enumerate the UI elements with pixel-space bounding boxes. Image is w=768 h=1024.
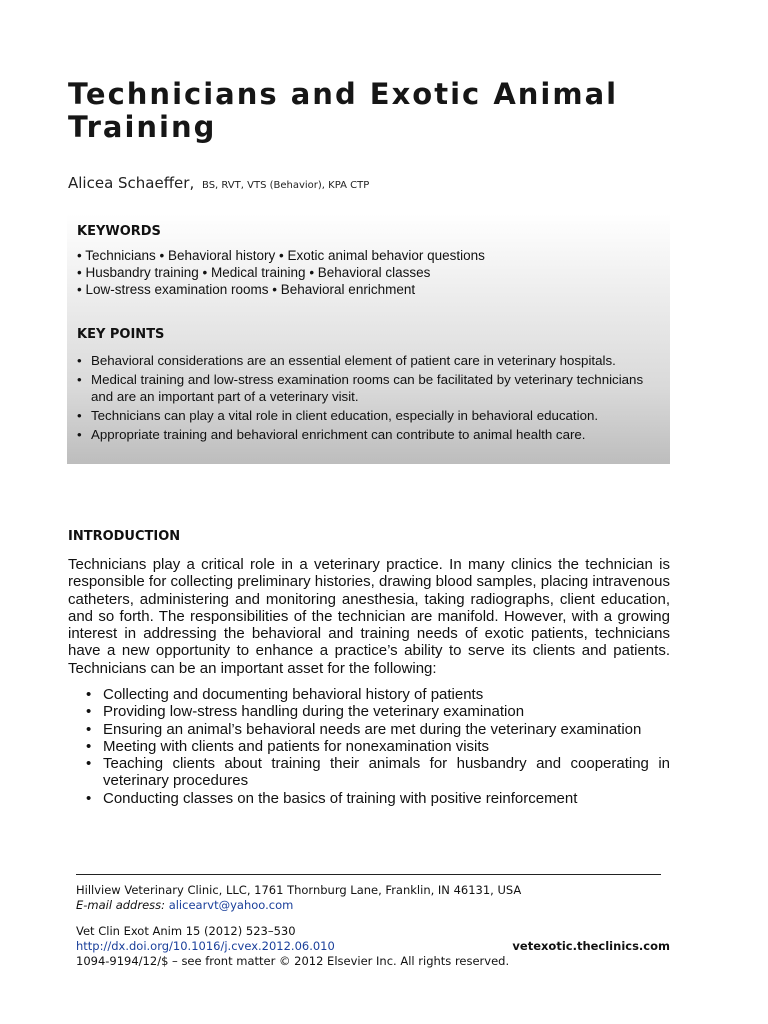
journal-site: vetexotic.theclinics.com [512, 939, 670, 953]
author-name: Alicea Schaeffer, [68, 174, 195, 192]
keywords-line: • Husbandry training • Medical training • Behavioral classes [77, 265, 431, 280]
title-line-2: Training [68, 110, 217, 144]
email-line [76, 898, 293, 912]
key-points-heading: KEY POINTS [77, 327, 165, 342]
footer-divider [76, 874, 661, 875]
keywords-keypoints-box [67, 214, 670, 464]
key-point-item: • Technicians can play a vital role in client education, especially in behavioral education. [77, 408, 662, 424]
copyright: 1094-9194/12/$ – see front matter © 2012 Elsevier Inc. All rights reserved. [76, 954, 510, 968]
introduction-list-item: • Ensuring an animal’s behavioral needs are met during the veterinary examination [86, 721, 670, 738]
email-label: E-mail address: [76, 898, 166, 912]
introduction-list-item: • Providing low-stress handling during the veterinary examination [86, 703, 670, 720]
email-link[interactable]: alicearvt@yahoo.com [168, 898, 294, 912]
key-point-item: • Appropriate training and behavioral enrichment can contribute to animal health care. [77, 427, 662, 443]
title-line-1: Technicians and Exotic Animal [68, 77, 619, 111]
article-title [68, 78, 708, 144]
affiliation: Hillview Veterinary Clinic, LLC, 1761 Thornburg Lane, Franklin, IN 46131, USA [76, 883, 522, 897]
introduction-list-item: • Teaching clients about training their animals for husbandry and cooperating in veterinary procedures [86, 755, 670, 790]
key-points-list [77, 353, 662, 446]
author-credentials: BS, RVT, VTS (Behavior), KPA CTP [202, 180, 370, 191]
keywords-heading: KEYWORDS [77, 224, 161, 239]
introduction-heading: INTRODUCTION [68, 529, 181, 544]
keywords-list [77, 247, 485, 298]
introduction-list [86, 686, 670, 807]
author-line [68, 174, 369, 192]
keywords-line: • Low-stress examination rooms • Behavioral enrichment [77, 282, 416, 297]
doi-link[interactable]: http://dx.doi.org/10.1016/j.cvex.2012.06.010 [76, 939, 335, 953]
introduction-list-item: • Conducting classes on the basics of training with positive reinforcement [86, 790, 670, 807]
introduction-list-item: • Meeting with clients and patients for nonexamination visits [86, 738, 670, 755]
key-point-item: • Behavioral considerations are an essential element of patient care in veterinary hospitals. [77, 353, 662, 369]
keywords-line: • Technicians • Behavioral history • Exotic animal behavior questions [77, 248, 485, 263]
introduction-list-item: • Collecting and documenting behavioral history of patients [86, 686, 670, 703]
citation: Vet Clin Exot Anim 15 (2012) 523–530 [76, 924, 296, 938]
introduction-paragraph: Technicians play a critical role in a veterinary practice. In many clinics the technician is responsible for collecting preliminary histories, drawing blood samples, placing intravenous catheters, administering and monitoring anesthesia, taking radiographs, client education, and so forth. The responsibilities of the technician are manifold. However, with a growing interest in addressing the behavioral and training needs of exotic patients, technicians have a new opportunity to enhance a practice’s ability to serve its clients and patients. Technicians can be an important asset for the following: [68, 556, 670, 677]
key-point-item: • Medical training and low-stress examination rooms can be facilitated by veterinary technicians and are an important part of a veterinary visit. [77, 372, 662, 405]
